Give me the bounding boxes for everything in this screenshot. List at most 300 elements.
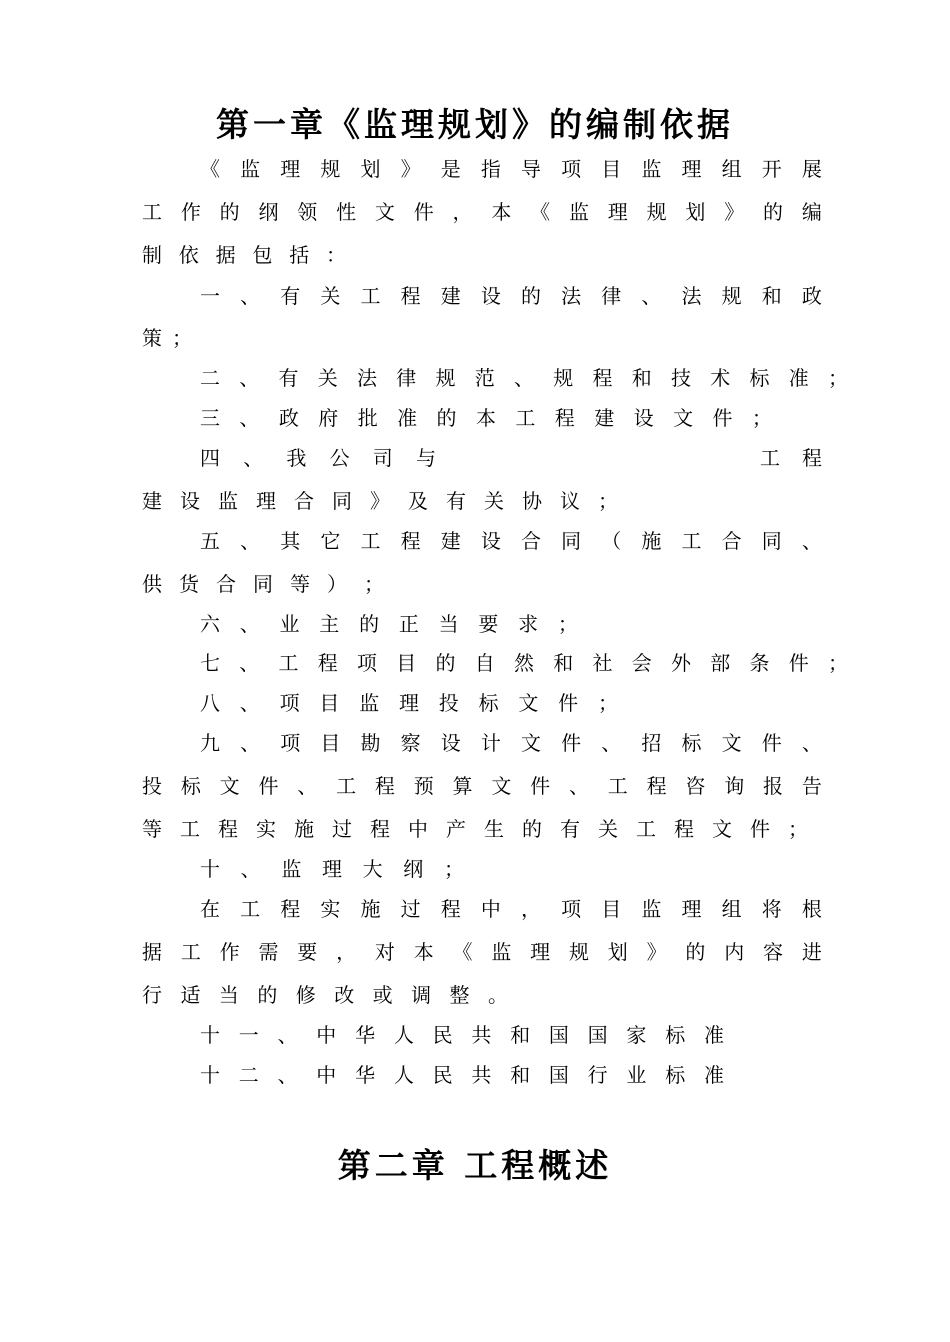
- glyph: 程: [400, 529, 421, 553]
- glyph: 设: [480, 284, 501, 308]
- glyph: 监: [240, 157, 261, 181]
- glyph: 三: [200, 406, 220, 430]
- glyph: 业: [279, 612, 300, 636]
- list-item-9-line-2: [142, 773, 822, 799]
- list-item-8: [200, 690, 618, 716]
- glyph: 作: [180, 200, 201, 224]
- glyph: 八: [200, 691, 220, 715]
- glyph: 一: [238, 1023, 259, 1047]
- glyph: 计: [480, 731, 501, 755]
- glyph: 在: [200, 897, 220, 921]
- glyph: 十: [200, 1023, 220, 1047]
- glyph: 据: [142, 940, 162, 964]
- glyph: 工: [515, 406, 536, 430]
- glyph: 同: [561, 529, 582, 553]
- glyph: 、: [239, 406, 260, 430]
- glyph: 的: [435, 651, 456, 675]
- glyph: 划: [607, 940, 628, 964]
- glyph: 当: [438, 612, 459, 636]
- glyph: 设: [180, 489, 200, 513]
- glyph: 领: [297, 200, 318, 224]
- glyph: 适: [180, 983, 201, 1007]
- glyph: 监: [359, 691, 380, 715]
- glyph: 国: [548, 1063, 569, 1087]
- glyph: 民: [432, 1063, 453, 1087]
- list-item-6: [200, 611, 578, 637]
- glyph: 十: [200, 1063, 220, 1087]
- glyph: ）: [327, 572, 347, 596]
- glyph: 国: [548, 1023, 569, 1047]
- glyph: 程: [802, 446, 822, 470]
- list-item-12: [200, 1062, 724, 1088]
- paragraph-intro-line-2: [142, 199, 822, 225]
- glyph: 、: [801, 529, 822, 553]
- glyph: 和: [510, 1063, 531, 1087]
- glyph: 有: [278, 366, 299, 390]
- glyph: 的: [522, 817, 542, 841]
- glyph: ；: [751, 406, 772, 430]
- glyph: 纲: [403, 857, 424, 881]
- glyph: 项: [280, 731, 301, 755]
- glyph: 产: [446, 817, 466, 841]
- glyph: 是: [440, 157, 461, 181]
- list-item-10: [200, 856, 464, 882]
- glyph: 人: [393, 1063, 414, 1087]
- glyph: 民: [432, 1023, 453, 1047]
- glyph: 依: [178, 243, 199, 267]
- glyph: 、: [239, 651, 260, 675]
- glyph: 政: [278, 406, 299, 430]
- glyph: 、: [240, 529, 261, 553]
- paragraph-intro-line-1: [200, 156, 822, 182]
- glyph: 监: [641, 157, 662, 181]
- glyph: 告: [801, 774, 822, 798]
- glyph: 关: [317, 366, 338, 390]
- glyph: 改: [334, 983, 355, 1007]
- glyph: 中: [408, 817, 428, 841]
- glyph: ；: [597, 691, 618, 715]
- glyph: 目: [601, 897, 622, 921]
- glyph: 程: [440, 897, 461, 921]
- glyph: 府: [318, 406, 339, 430]
- list-item-9-line-3: [142, 816, 808, 842]
- glyph: 程: [674, 817, 694, 841]
- glyph: 行: [142, 983, 162, 1007]
- glyph: 项: [561, 157, 582, 181]
- glyph: 共: [471, 1023, 492, 1047]
- glyph: 和: [510, 1023, 531, 1047]
- glyph: 施: [294, 817, 314, 841]
- glyph: 工: [636, 817, 656, 841]
- glyph: 及: [408, 489, 428, 513]
- glyph: 共: [471, 1063, 492, 1087]
- glyph: 工: [180, 817, 200, 841]
- glyph: 标: [749, 366, 770, 390]
- glyph: 律: [396, 366, 417, 390]
- glyph: ：: [325, 243, 346, 267]
- glyph: 文: [219, 774, 240, 798]
- glyph: 、: [297, 774, 318, 798]
- glyph: 过: [332, 817, 352, 841]
- glyph: 五: [200, 529, 220, 553]
- glyph: 设: [633, 406, 654, 430]
- glyph: 件: [712, 406, 733, 430]
- glyph: 进: [801, 940, 822, 964]
- glyph: 外: [671, 651, 691, 675]
- glyph: 、: [239, 366, 260, 390]
- glyph: 七: [200, 651, 220, 675]
- glyph: 程: [400, 284, 421, 308]
- glyph: 投: [142, 774, 162, 798]
- glyph: 、: [243, 446, 264, 470]
- glyph: 、: [240, 857, 261, 881]
- list-item-4-line-1-end: [760, 445, 822, 471]
- glyph: 组: [721, 897, 742, 921]
- glyph: ；: [364, 572, 384, 596]
- glyph: ，: [521, 897, 541, 921]
- glyph: 文: [673, 406, 694, 430]
- glyph: 工: [681, 529, 702, 553]
- glyph: 施: [641, 529, 662, 553]
- glyph: 划: [685, 200, 706, 224]
- chapter-2-heading: 第二章 工程概述: [337, 1146, 613, 1185]
- glyph: 的: [763, 200, 783, 224]
- glyph: 华: [355, 1023, 376, 1047]
- glyph: 十: [200, 857, 220, 881]
- glyph: 法: [561, 284, 582, 308]
- glyph: 》: [724, 200, 745, 224]
- glyph: 理: [256, 489, 276, 513]
- glyph: 技: [671, 366, 691, 390]
- glyph: 、: [641, 284, 662, 308]
- glyph: 要: [297, 940, 318, 964]
- glyph: 项: [279, 691, 300, 715]
- glyph: 关: [598, 817, 618, 841]
- glyph: 标: [665, 1023, 686, 1047]
- glyph: 纲: [258, 200, 279, 224]
- glyph: 工: [278, 651, 299, 675]
- list-item-4-line-2: [142, 488, 618, 514]
- glyph: 程: [554, 406, 575, 430]
- glyph: 本: [475, 406, 496, 430]
- glyph: 中: [316, 1023, 337, 1047]
- glyph: 工: [180, 940, 201, 964]
- glyph: 合: [521, 529, 541, 553]
- glyph: 组: [721, 157, 742, 181]
- list-item-5-line-2: [142, 571, 384, 597]
- glyph: 理: [280, 157, 301, 181]
- glyph: 。: [487, 983, 508, 1007]
- glyph: 目: [319, 691, 340, 715]
- glyph: 协: [522, 489, 542, 513]
- glyph: 六: [200, 612, 220, 636]
- glyph: 展: [801, 157, 822, 181]
- glyph: 我: [286, 446, 307, 470]
- glyph: 、: [601, 731, 622, 755]
- glyph: 包: [252, 243, 273, 267]
- glyph: 根: [801, 897, 822, 921]
- glyph: ，: [336, 940, 357, 964]
- glyph: 主: [319, 612, 340, 636]
- glyph: 策: [142, 326, 162, 350]
- glyph: 、: [240, 731, 261, 755]
- glyph: 的: [359, 612, 380, 636]
- glyph: 询: [724, 774, 745, 798]
- glyph: 合: [721, 529, 742, 553]
- list-item-5-line-1: [200, 528, 822, 554]
- glyph: 合: [216, 572, 236, 596]
- glyph: 件: [558, 691, 579, 715]
- glyph: 、: [277, 1063, 298, 1087]
- glyph: 据: [215, 243, 236, 267]
- glyph: 程: [317, 651, 338, 675]
- glyph: 有: [560, 817, 580, 841]
- glyph: 等: [290, 572, 310, 596]
- list-item-2: [200, 365, 848, 391]
- glyph: 、: [568, 774, 589, 798]
- glyph: 有: [446, 489, 466, 513]
- glyph: 工: [360, 529, 381, 553]
- glyph: 、: [239, 612, 260, 636]
- glyph: 部: [710, 651, 731, 675]
- glyph: 求: [518, 612, 539, 636]
- glyph: 规: [320, 157, 341, 181]
- glyph: 件: [413, 200, 434, 224]
- glyph: 规: [721, 284, 742, 308]
- glyph: 调: [411, 983, 432, 1007]
- glyph: 文: [721, 731, 742, 755]
- glyph: 理: [321, 857, 342, 881]
- glyph: ；: [172, 326, 192, 350]
- glyph: 施: [360, 897, 381, 921]
- glyph: 华: [355, 1063, 376, 1087]
- glyph: 理: [398, 691, 419, 715]
- glyph: 、: [277, 1023, 298, 1047]
- glyph: 需: [258, 940, 279, 964]
- glyph: 正: [398, 612, 419, 636]
- glyph: 建: [440, 529, 461, 553]
- glyph: 和: [631, 366, 652, 390]
- glyph: 整: [449, 983, 470, 1007]
- glyph: 括: [289, 243, 310, 267]
- glyph: 行: [587, 1063, 608, 1087]
- glyph: 的: [257, 983, 278, 1007]
- glyph: 程: [370, 817, 390, 841]
- glyph: 、: [239, 691, 260, 715]
- glyph: 议: [560, 489, 580, 513]
- glyph: 自: [474, 651, 495, 675]
- glyph: 其: [280, 529, 301, 553]
- glyph: 标: [681, 731, 702, 755]
- glyph: 件: [561, 731, 582, 755]
- glyph: 政: [801, 284, 822, 308]
- glyph: 理: [681, 157, 702, 181]
- glyph: 程: [374, 774, 395, 798]
- glyph: 条: [749, 651, 770, 675]
- glyph: 同: [761, 529, 782, 553]
- glyph: 律: [601, 284, 622, 308]
- glyph: 目: [320, 731, 341, 755]
- glyph: 作: [219, 940, 240, 964]
- glyph: 目: [396, 651, 417, 675]
- glyph: 社: [592, 651, 613, 675]
- glyph: 标: [665, 1063, 686, 1087]
- glyph: 当: [218, 983, 239, 1007]
- glyph: 程: [218, 817, 238, 841]
- glyph: 投: [438, 691, 459, 715]
- glyph: 》: [400, 157, 421, 181]
- glyph: 《: [530, 200, 551, 224]
- glyph: 的: [436, 406, 457, 430]
- glyph: 报: [763, 774, 783, 798]
- glyph: 关: [320, 284, 341, 308]
- glyph: 九: [200, 731, 220, 755]
- glyph: 修: [295, 983, 316, 1007]
- glyph: 大: [362, 857, 383, 881]
- chapter-1-heading: 第一章《监理规划》的编制依据: [216, 105, 734, 144]
- glyph: （: [601, 529, 622, 553]
- glyph: 性: [336, 200, 357, 224]
- glyph: 文: [712, 817, 732, 841]
- glyph: 程: [280, 897, 301, 921]
- glyph: ；: [828, 366, 848, 390]
- glyph: 导: [521, 157, 541, 181]
- glyph: 二: [238, 1063, 259, 1087]
- glyph: 《: [200, 157, 220, 181]
- glyph: ；: [788, 817, 808, 841]
- glyph: 同: [332, 489, 352, 513]
- glyph: 、: [240, 284, 261, 308]
- glyph: 实: [320, 897, 341, 921]
- glyph: 四: [200, 446, 220, 470]
- glyph: 件: [530, 774, 551, 798]
- glyph: 的: [685, 940, 706, 964]
- glyph: 生: [484, 817, 504, 841]
- glyph: 人: [393, 1023, 414, 1047]
- glyph: 规: [568, 940, 589, 964]
- glyph: 件: [750, 817, 770, 841]
- glyph: 文: [521, 731, 541, 755]
- glyph: 编: [801, 200, 822, 224]
- glyph: 理: [681, 897, 702, 921]
- glyph: 规: [646, 200, 667, 224]
- glyph: 划: [360, 157, 381, 181]
- glyph: 文: [518, 691, 539, 715]
- glyph: 批: [357, 406, 378, 430]
- glyph: 准: [397, 406, 418, 430]
- glyph: 实: [256, 817, 276, 841]
- glyph: 货: [179, 572, 199, 596]
- glyph: 司: [372, 446, 393, 470]
- glyph: ，: [452, 200, 473, 224]
- glyph: 文: [374, 200, 395, 224]
- glyph: 工: [336, 774, 357, 798]
- glyph: 程: [592, 366, 613, 390]
- glyph: 建: [142, 489, 162, 513]
- glyph: 文: [491, 774, 512, 798]
- glyph: 勘: [360, 731, 381, 755]
- glyph: 件: [761, 731, 782, 755]
- glyph: 二: [200, 366, 220, 390]
- glyph: 法: [681, 284, 702, 308]
- glyph: 合: [294, 489, 314, 513]
- list-item-7: [200, 650, 848, 676]
- glyph: 开: [761, 157, 782, 181]
- glyph: 程: [646, 774, 667, 798]
- glyph: ；: [598, 489, 618, 513]
- glyph: 监: [218, 489, 238, 513]
- glyph: 准: [703, 1023, 724, 1047]
- glyph: 公: [329, 446, 350, 470]
- glyph: 工: [240, 897, 261, 921]
- glyph: 工: [360, 284, 381, 308]
- glyph: 算: [452, 774, 473, 798]
- glyph: 供: [142, 572, 162, 596]
- glyph: 的: [219, 200, 240, 224]
- glyph: 范: [474, 366, 495, 390]
- glyph: 察: [400, 731, 421, 755]
- glyph: 内: [724, 940, 745, 964]
- glyph: ；: [557, 612, 578, 636]
- glyph: 监: [568, 200, 589, 224]
- glyph: 等: [142, 817, 162, 841]
- glyph: 预: [413, 774, 434, 798]
- glyph: 工: [142, 200, 162, 224]
- paragraph-intro-line-3: [142, 242, 346, 268]
- glyph: 》: [370, 489, 390, 513]
- glyph: 有: [280, 284, 301, 308]
- glyph: 工: [607, 774, 628, 798]
- paragraph-closing-line-2: [142, 939, 822, 965]
- glyph: 、: [801, 731, 822, 755]
- list-item-1-line-2: [142, 325, 192, 351]
- list-item-3: [200, 405, 772, 431]
- glyph: 建: [440, 284, 461, 308]
- glyph: 会: [631, 651, 652, 675]
- paragraph-closing-line-3: [142, 982, 508, 1008]
- glyph: 准: [788, 366, 809, 390]
- glyph: 的: [521, 284, 541, 308]
- glyph: ；: [828, 651, 848, 675]
- glyph: 将: [761, 897, 782, 921]
- list-item-1-line-1: [200, 283, 822, 309]
- glyph: 理: [530, 940, 551, 964]
- glyph: 制: [142, 243, 162, 267]
- glyph: 建: [594, 406, 615, 430]
- glyph: ；: [443, 857, 464, 881]
- list-item-4-line-1: [200, 445, 436, 471]
- glyph: 过: [400, 897, 421, 921]
- glyph: 招: [641, 731, 662, 755]
- glyph: 术: [710, 366, 731, 390]
- glyph: 要: [478, 612, 499, 636]
- glyph: 本: [413, 940, 434, 964]
- glyph: 然: [514, 651, 534, 675]
- glyph: 关: [484, 489, 504, 513]
- glyph: 》: [646, 940, 667, 964]
- glyph: 与: [415, 446, 436, 470]
- glyph: 本: [491, 200, 512, 224]
- glyph: 标: [180, 774, 201, 798]
- glyph: 、: [514, 366, 534, 390]
- glyph: 设: [440, 731, 461, 755]
- glyph: 规: [553, 366, 574, 390]
- glyph: 容: [763, 940, 783, 964]
- glyph: 规: [435, 366, 456, 390]
- glyph: 目: [601, 157, 622, 181]
- glyph: 同: [253, 572, 273, 596]
- glyph: 指: [480, 157, 501, 181]
